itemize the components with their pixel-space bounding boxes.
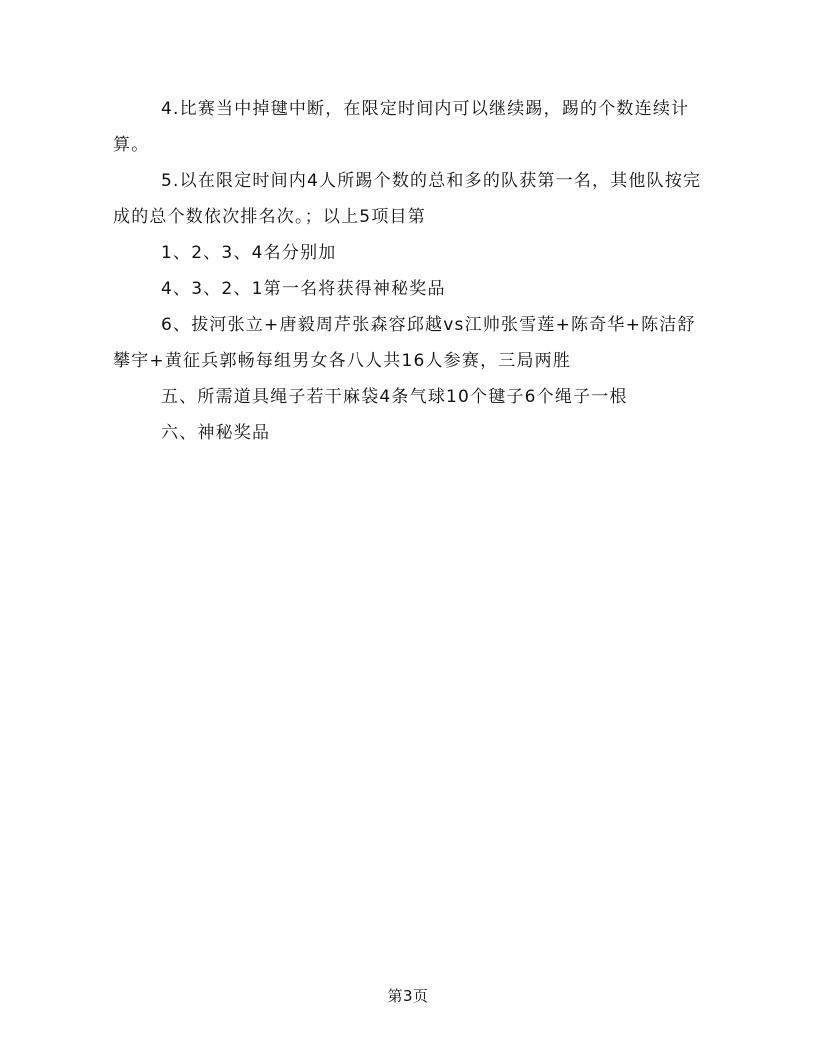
paragraph-first-prize: 4、3、2、1第一名将获得神秘奖品	[161, 279, 446, 299]
paragraph-points: 1、2、3、4名分别加	[161, 243, 337, 263]
page-number: 第3页	[387, 987, 429, 1005]
paragraph-mystery-prize: 六、神秘奖品	[161, 423, 271, 443]
paragraph-rule-4: 4.比赛当中掉毽中断，在限定时间内可以继续踢，踢的个数连续计算。	[113, 99, 690, 155]
paragraph-props: 五、所需道具绳子若干麻袋4条气球10个毽子6个绳子一根	[161, 387, 628, 407]
paragraph-rule-5: 5.以在限定时间内4人所踢个数的总和多的队获第一名，其他队按完成的总个数依次排名次。；以上5项目第	[113, 171, 702, 227]
document-body	[113, 91, 703, 451]
paragraph-tug-of-war: 6、拔河张立+唐毅周芹张森容邱越vs江帅张雪莲+陈奇华+陈洁舒攀宇+黄征兵郭畅每组男女各八人共16人参赛，三局两胜	[113, 315, 696, 371]
